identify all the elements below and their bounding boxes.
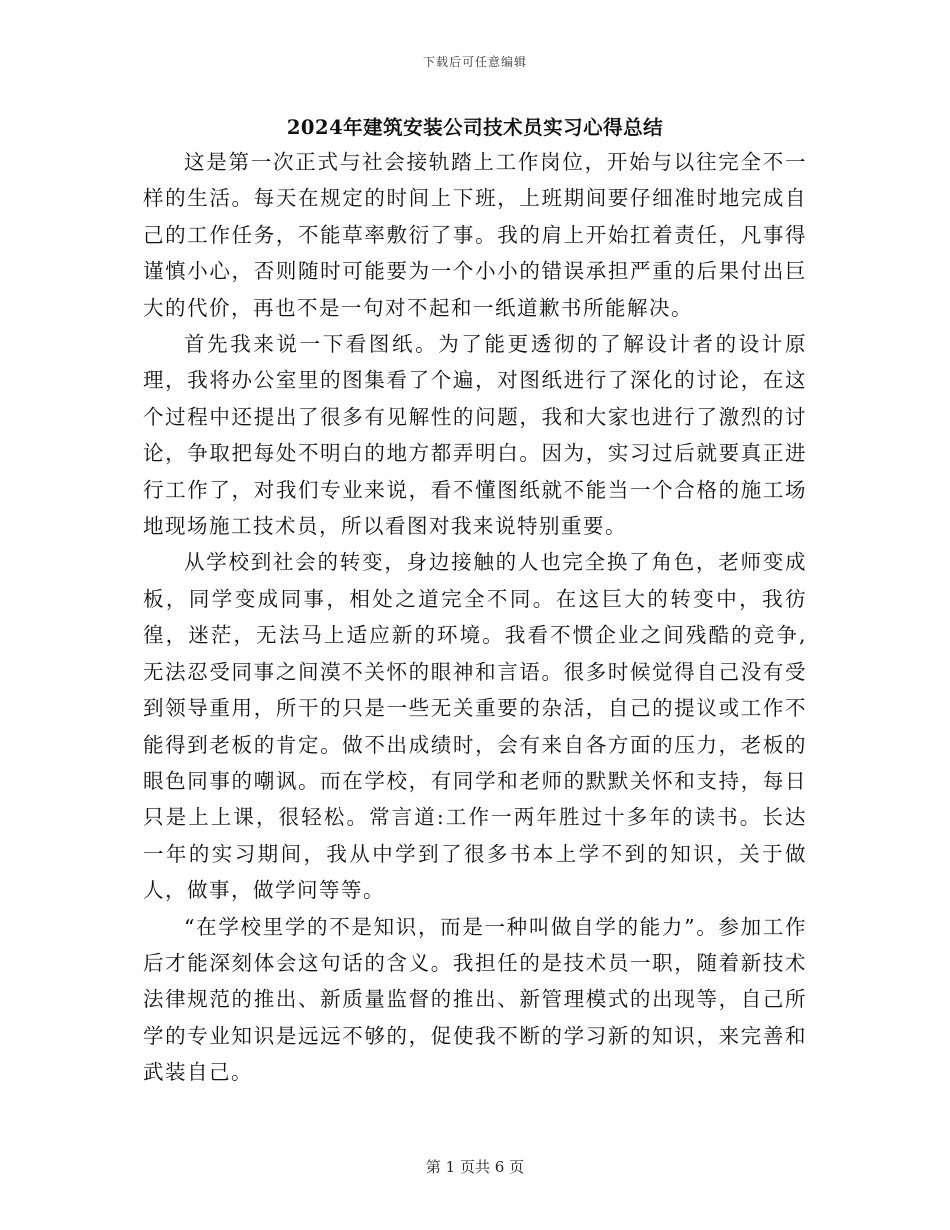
paragraph-2: 首先我来说一下看图纸。为了能更透彻的了解设计者的设计原理，我将办公室里的图集看了个遍，对图纸进行了深化的讨论，在这个过程中还提出了很多有见解性的问题，我和大家也进行了激烈的讨论，争取把每处不明白的地方都弄明白。因为，实习过后就要真正进行工作了，对我们专业来说，看不懂图纸就不能当一个合格的施工场地现场施工技术员，所以看图对我来说特别重要。 (143, 332, 807, 539)
document-title: 2024年建筑安装公司技术员实习心得总结 (286, 116, 664, 139)
page-number: 第 1 页共 6 页 (425, 1158, 525, 1176)
header-note: 下载后可任意编辑 (422, 55, 527, 69)
document-body (143, 144, 807, 1091)
paragraph-3: 从学校到社会的转变，身边接触的人也完全换了角色，老师变成板，同学变成同事，相处之道完全不同。在这巨大的转变中，我彷徨，迷茫，无法马上适应新的环境。我看不惯企业之间残酷的竞争,无法忍受同事之间漠不关怀的眼神和言语。很多时候觉得自己没有受到领导重用，所干的只是一些无关重要的杂活，自己的提议或工作不能得到老板的肯定。做不出成绩时，会有来自各方面的压力，老板的眼色同事的嘲讽。而在学校，有同学和老师的默默关怀和支持，每日只是上上课，很轻松。常言道:工作一两年胜过十多年的读书。长达一年的实习期间，我从中学到了很多书本上学不到的知识，关于做人，做事，做学问等等。 (143, 550, 807, 903)
paragraph-4: “在学校里学的不是知识，而是一种叫做自学的能力”。参加工作后才能深刻体会这句话的含义。我担任的是技术员一职，随着新技术法律规范的推出、新质量监督的推出、新管理模式的出现等，自己所学的专业知识是远远不够的，促使我不断的学习新的知识，来完善和武装自己。 (143, 914, 807, 1085)
paragraph-1: 这是第一次正式与社会接轨踏上工作岗位，开始与以往完全不一样的生活。每天在规定的时间上下班，上班期间要仔细准时地完成自己的工作任务，不能草率敷衍了事。我的肩上开始扛着责任，凡事得谨慎小心，否则随时可能要为一个小小的错误承担严重的后果付出巨大的代价，再也不是一句对不起和一纸道歉书所能解决。 (143, 150, 807, 320)
